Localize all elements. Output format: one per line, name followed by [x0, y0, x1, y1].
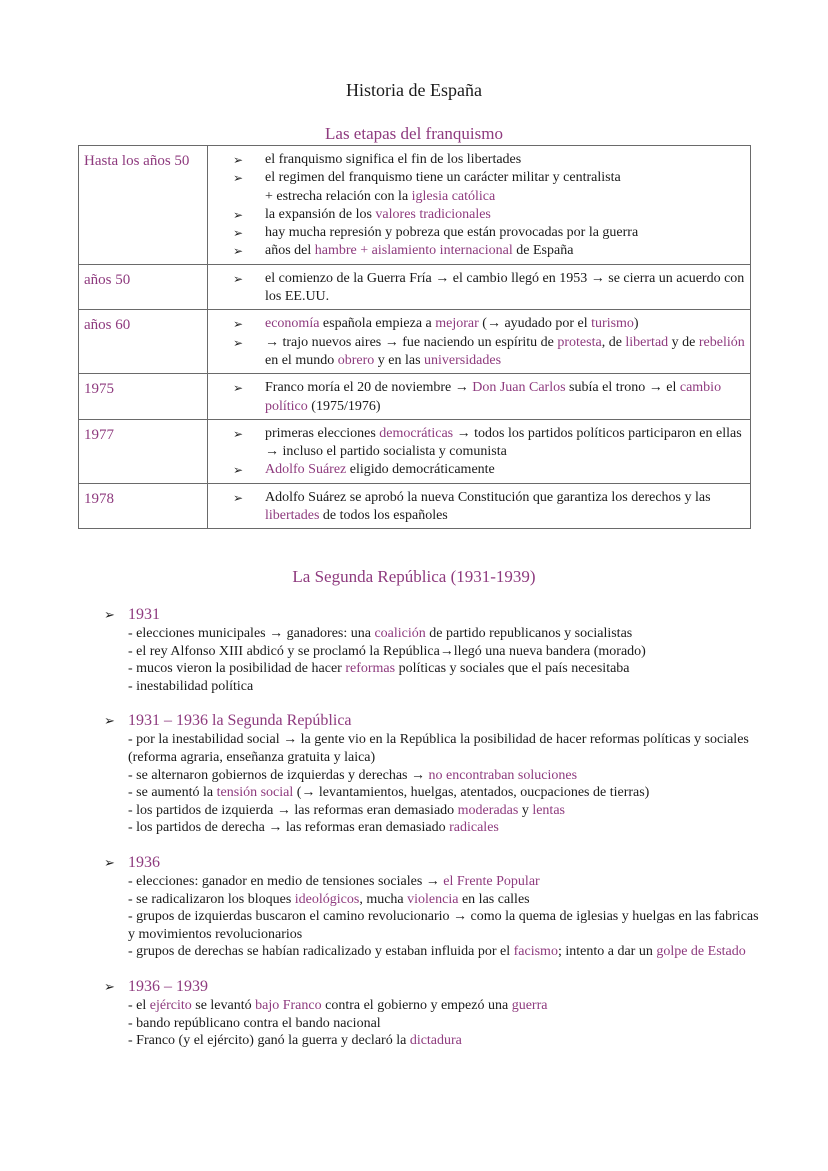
section-line [128, 767, 764, 785]
period-cell: 1977 [79, 419, 208, 483]
highlighted-term: radicales [449, 820, 499, 836]
text-segment: → trajo nuevos aires → fue naciendo un espíritu de [265, 334, 558, 350]
section-body [104, 997, 764, 1050]
highlighted-term: mejorar [435, 316, 479, 332]
period-cell: años 50 [79, 264, 208, 310]
highlighted-term: no encontraban soluciones [428, 767, 578, 783]
section-line [128, 943, 764, 961]
text-segment: ) [633, 316, 639, 332]
text-segment: → todos los partidos políticos participaron en ellas → incluso el partido socialista y comunista [265, 425, 742, 460]
text-segment: políticas y sociales que el país necesitaba [395, 661, 630, 677]
table-title: Las etapas del franquismo [325, 124, 503, 143]
description-cell [208, 264, 751, 310]
text-segment: - grupos de izquierdas buscaron el camino revolucionario → como la quema de iglesias y huelgas en las fabricas y movimientos revolucionarios [128, 909, 759, 942]
highlighted-term: economía [265, 316, 320, 332]
text-segment: de España [512, 243, 574, 259]
arrowhead-bullet-icon: ➢ [104, 979, 115, 995]
period-cell: Hasta los años 50 [79, 146, 208, 265]
section-line [128, 660, 764, 678]
highlighted-term: universidades [424, 352, 502, 368]
highlighted-term: obrero [337, 352, 375, 368]
period-cell: 1975 [79, 374, 208, 420]
list-item [233, 425, 745, 462]
table-row [79, 264, 751, 310]
period-cell: años 60 [79, 310, 208, 374]
text-segment: hay mucha represión y pobreza que están provocadas por la guerra [265, 225, 639, 241]
text-segment: - inestabilidad política [128, 678, 254, 694]
section-line [128, 891, 764, 909]
section-line [128, 997, 764, 1015]
section-line [128, 625, 764, 643]
text-segment: - bando repúblicano contra el bando nacional [128, 1015, 381, 1031]
highlighted-term: lentas [532, 802, 565, 818]
text-segment: (1975/1976) [307, 398, 381, 414]
highlighted-term: dictadura [409, 1033, 462, 1049]
highlighted-term: libertad [625, 334, 669, 350]
highlighted-term: el Frente Popular [443, 873, 540, 889]
table-row [79, 146, 751, 265]
highlighted-term: coalición [374, 626, 426, 641]
section-heading [104, 711, 764, 731]
highlighted-term: moderadas [457, 802, 519, 818]
section-line [128, 908, 764, 943]
bullet-list [213, 315, 745, 370]
section-title: La Segunda República (1931-1939) [292, 567, 536, 586]
section-heading [104, 853, 764, 873]
arrowhead-bullet-icon: ➢ [104, 608, 115, 623]
highlighted-term: rebelión [698, 334, 745, 350]
text-segment: + estrecha relación con la [265, 188, 412, 204]
highlighted-term: reformas [345, 661, 396, 677]
section [104, 711, 764, 837]
highlighted-term: protesta [557, 334, 602, 350]
text-segment: se levantó [191, 997, 256, 1013]
text-segment: de todos los españoles [319, 508, 448, 524]
text-segment: y [518, 802, 533, 818]
text-segment: , mucha [359, 891, 408, 907]
table-row [79, 483, 751, 529]
highlighted-term: iglesia católica [411, 188, 496, 204]
section-line [128, 873, 764, 891]
text-segment: - los partidos de derecha → las reformas eran demasiado [128, 820, 450, 836]
section-heading-text: 1936 [128, 853, 160, 871]
highlighted-term: Adolfo Suárez [265, 462, 347, 478]
section-line [128, 1015, 764, 1033]
text-segment: el comienzo de la Guerra Fría → el cambio llegó en 1953 → se cierra un acuerdo con los EE.UU. [265, 270, 745, 305]
section-heading-text: 1936 – 1939 [128, 977, 208, 995]
section-line [128, 784, 764, 802]
list-item [233, 334, 745, 371]
text-segment: de partido republicanos y socialistas [425, 626, 633, 641]
section-body [104, 731, 764, 837]
highlighted-term: guerra [511, 997, 548, 1013]
text-segment: - el rey Alfonso XIII abdicó y se proclamó la República→llegó una nueva bandera (morado) [128, 643, 646, 659]
bullet-list [213, 425, 745, 480]
section-heading-text: 1931 [128, 606, 160, 623]
highlighted-term: valores tradicionales [375, 206, 491, 222]
text-segment: - se alternaron gobiernos de izquierdas y derechas → [128, 767, 429, 783]
section-heading-text: 1931 – 1936 la Segunda República [128, 712, 352, 730]
section-heading [104, 605, 764, 625]
text-segment: ; intento a dar un [557, 944, 657, 960]
arrowhead-bullet-icon: ➢ [104, 714, 115, 730]
text-segment: (→ levantamientos, huelgas, atentados, oucpaciones de tierras) [293, 785, 650, 801]
list-item [233, 169, 745, 206]
republica-sections [104, 605, 764, 1066]
text-segment: española empieza a [319, 316, 436, 332]
section-heading [104, 977, 764, 997]
bullet-list [213, 270, 745, 307]
table-row [79, 310, 751, 374]
section-line [128, 643, 764, 661]
highlighted-term: violencia [407, 891, 459, 907]
description-cell [208, 419, 751, 483]
section-line [128, 819, 764, 837]
period-cell: 1978 [79, 483, 208, 529]
text-segment: el regimen del franquismo tiene un carácter militar y centralista [265, 170, 621, 186]
text-segment: y en las [374, 352, 425, 368]
text-segment: Adolfo Suárez se aprobó la nueva Constitución que garantiza los derechos y las [265, 489, 711, 505]
highlighted-term: democráticas [379, 425, 454, 441]
list-item [233, 379, 745, 416]
text-segment: (→ ayudado por el [478, 316, 592, 332]
list-item [233, 151, 745, 169]
text-segment: en el mundo [265, 352, 338, 368]
text-segment: - los partidos de izquierda → las reformas eran demasiado [128, 802, 458, 818]
text-segment: , de [601, 334, 626, 350]
text-segment: - se radicalizaron los bloques [128, 891, 295, 907]
section-line [128, 731, 764, 766]
table-row [79, 374, 751, 420]
arrowhead-bullet-icon: ➢ [104, 855, 115, 871]
section-line [128, 678, 764, 696]
text-segment: - por la inestabilidad social → la gente vio en la República la posibilidad de hacer reformas políticas y sociales (reforma agraria, enseñanza gratuita y laica) [128, 732, 749, 765]
section-line [128, 802, 764, 820]
text-segment: subía el trono → el [565, 380, 680, 396]
text-segment: en las calles [458, 891, 530, 907]
page-title: Historia de España [346, 80, 482, 100]
text-segment: - se aumentó la [128, 785, 217, 801]
text-segment: la expansión de los [265, 206, 376, 222]
text-segment: primeras elecciones [265, 425, 380, 441]
text-segment: - mucos vieron la posibilidad de hacer [128, 661, 346, 677]
text-segment: - el [128, 997, 150, 1013]
text-segment: Franco moría el 20 de noviembre → [265, 380, 473, 396]
description-cell [208, 374, 751, 420]
description-cell [208, 310, 751, 374]
section [104, 853, 764, 961]
list-item [233, 315, 745, 333]
list-item [233, 270, 745, 307]
highlighted-term: ideológicos [294, 891, 360, 907]
highlighted-term: bajo Franco [255, 997, 322, 1013]
list-item [233, 489, 745, 526]
bullet-list [213, 489, 745, 526]
highlighted-term: cambio político [265, 380, 722, 414]
table-row [79, 419, 751, 483]
text-segment: contra el gobierno y empezó una [321, 997, 512, 1013]
text-segment: - elecciones: ganador en medio de tensiones sociales → [128, 873, 444, 889]
highlighted-term: tensión social [216, 785, 294, 801]
list-item [233, 206, 745, 224]
list-item [233, 461, 745, 479]
text-segment: años del [265, 243, 315, 259]
section [104, 977, 764, 1050]
list-item [233, 224, 745, 242]
highlighted-term: hambre + aislamiento internacional [314, 243, 513, 259]
bullet-list [213, 151, 745, 261]
section [104, 605, 764, 695]
description-cell [208, 483, 751, 529]
franquismo-table [78, 145, 751, 529]
highlighted-term: turismo [591, 316, 634, 332]
table-body [79, 146, 751, 529]
highlighted-term: facismo [513, 944, 558, 960]
highlighted-term: Don Juan Carlos [472, 380, 566, 396]
text-segment: y de [668, 334, 699, 350]
highlighted-term: golpe de Estado [656, 944, 746, 960]
bullet-list [213, 379, 745, 416]
list-item [233, 242, 745, 260]
highlighted-term: libertades [265, 508, 320, 524]
text-segment: el franquismo significa el fin de los libertades [265, 152, 522, 167]
text-segment: - grupos de derechas se habían radicalizado y estaban influida por el [128, 944, 514, 960]
highlighted-term: ejército [149, 997, 192, 1013]
text-segment: - elecciones municipales → ganadores: una [128, 626, 375, 641]
description-cell [208, 146, 751, 265]
text-segment: eligido democráticamente [346, 462, 495, 478]
text-segment: - Franco (y el ejército) ganó la guerra y declaró la [128, 1033, 410, 1049]
section-body [104, 625, 764, 695]
section-line [128, 1032, 764, 1050]
section-body [104, 873, 764, 961]
